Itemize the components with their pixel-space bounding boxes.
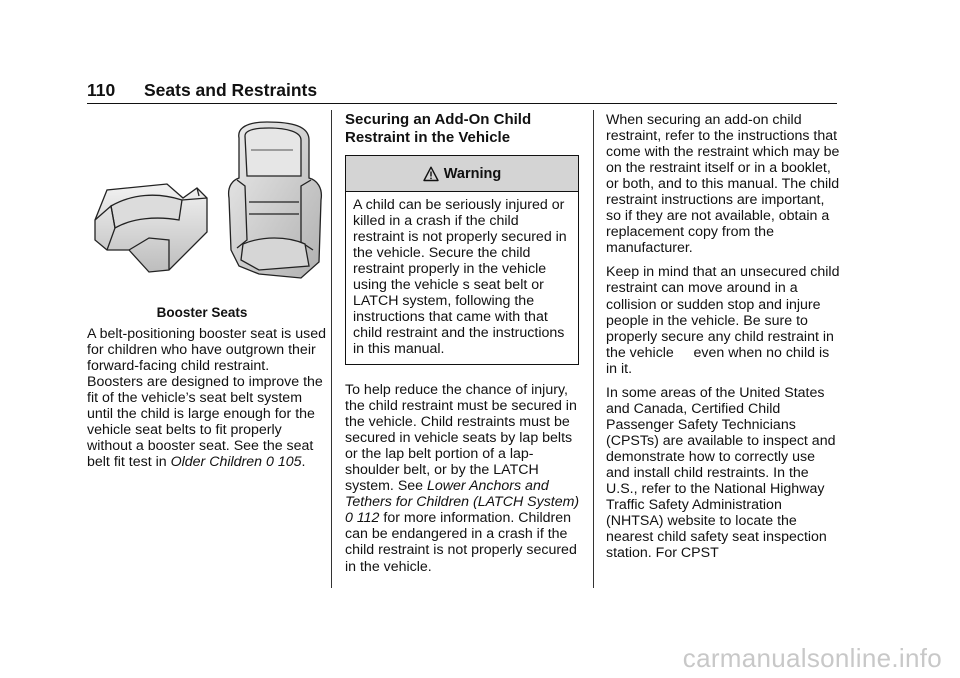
warning-box (345, 155, 579, 365)
page-reference[interactable]: 0 112 (345, 510, 380, 527)
column-divider-1 (331, 110, 332, 588)
warning-triangle-icon (423, 166, 439, 182)
paragraph-cpst: In some areas of the United States and Canada, Certified Child Passenger Safety Technicians (CPSTs) are available to inspect and demonstrate how to correctly use and install child restraints. In the U.S., refer to the National Highway Traffic Safety Administration (NHTSA) website to locate the nearest child safety seat inspection station. For CPST (606, 384, 836, 562)
page-header (87, 80, 317, 101)
paragraph-instructions: When securing an add-on child restraint, refer to the instructions that come with the restraint which may be on the restraint itself or in a booklet, or both, and to this manual. The child restraint instructions are important, so if they are not available, obtain a replacement copy from the manufacturer. (606, 112, 840, 257)
column-1 (87, 326, 327, 478)
page-number: 110 (87, 80, 116, 100)
link-older-children[interactable]: Older Children (170, 454, 263, 471)
backless-booster-seat (95, 184, 207, 272)
warning-title: Warning (443, 165, 502, 182)
warning-text: A child can be seriously injured or killed in a crash if the child restraint is not properly secured in the vehicle. Secure the child restraint properly in the vehicle using the vehicle s seat belt or LATCH system, following the instructions that came with that child restraint and the instructions in this manual. (353, 197, 567, 358)
column-divider-2 (593, 110, 594, 588)
link-latch-system[interactable]: Lower Anchors and Tethers for Children (LATCH System) (345, 478, 580, 511)
paragraph-unsecured: Keep in mind that an unsecured child restraint can move around in a collision or sudden stop and injure people in the vehicle. Be sure to properly secure any child restraint in the vehicle even when no child is in it. (606, 264, 844, 377)
section-title: Securing an Add-On Child Restraint in the Vehicle (345, 111, 532, 146)
securing-paragraph: To help reduce the chance of injury, the child restraint must be secured in the vehicle. Child restraints must be secured in vehicle seats by lap belts or the lap belt portion of a lap-shoulder belt, or by the LATCH system. See Lower Anchors and Tethers for Children (LATCH System) 0 112 for more information. Children can be endangered in a crash if the child restraint is not properly secured in the vehicle. (345, 382, 580, 575)
column-2 (345, 382, 585, 583)
high-back-booster-seat (229, 122, 322, 278)
figure-caption: Booster Seats (156, 305, 248, 320)
chapter-title: Seats and Restraints (144, 80, 318, 100)
warning-header (346, 156, 578, 192)
watermark: carmanualsonline.info (682, 643, 942, 673)
booster-paragraph: A belt-positioning booster seat is used for children who have outgrown their forward-facing child restraint. Boosters are designed to improve the fit of the vehicle’s seat belt system until the child is large enough for the vehicle seat belts to fit properly without a booster seat. See the seat belt fit test in Older Children 0 105. (87, 326, 326, 471)
page-reference[interactable]: 0 105 (266, 454, 302, 471)
column-3 (606, 112, 842, 569)
booster-seats-illustration (87, 120, 327, 280)
header-rule (87, 103, 837, 104)
